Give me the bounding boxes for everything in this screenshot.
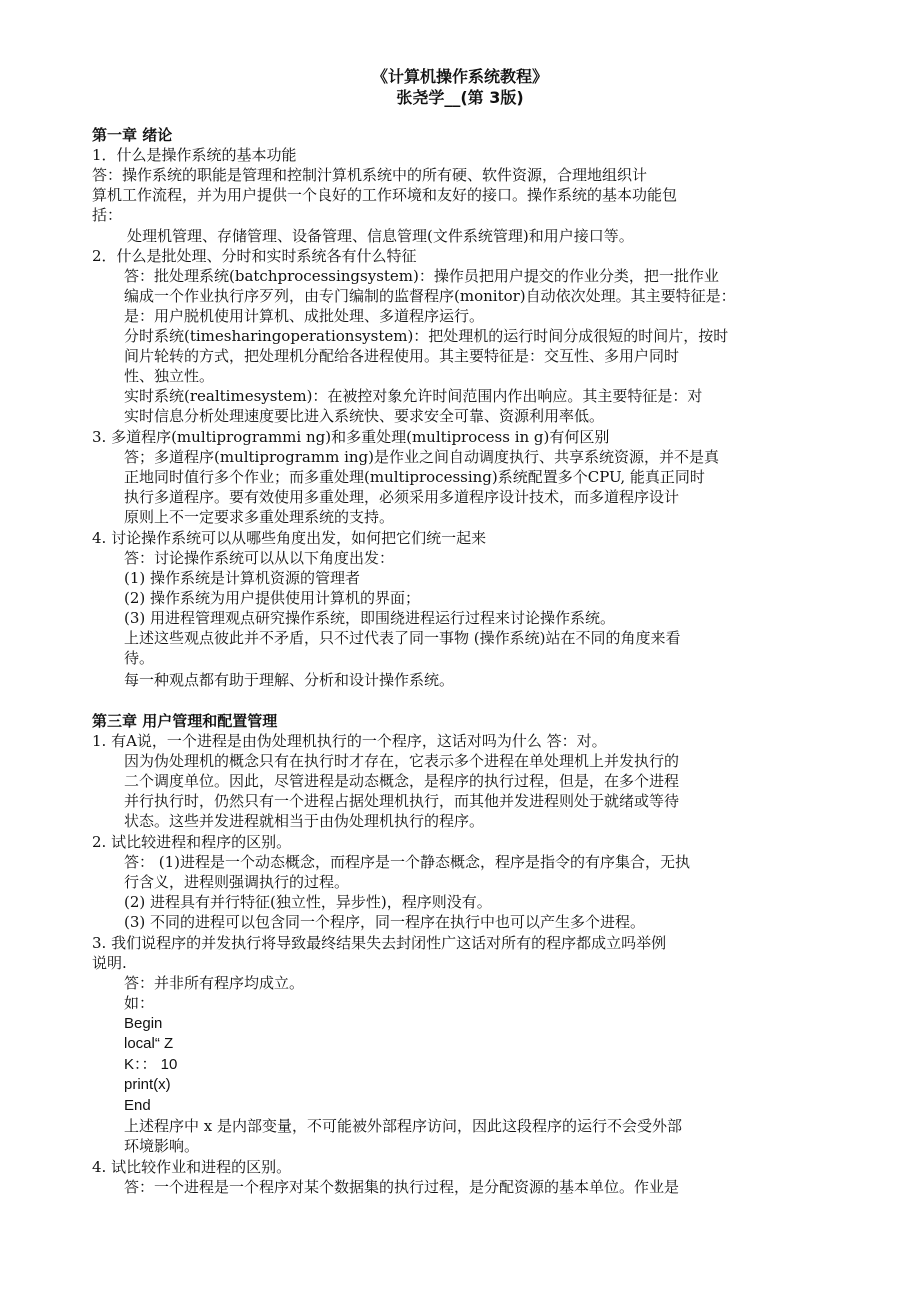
text-line: (3) 用进程管理观点研究操作系统，即围绕进程运行过程来讨论操作系统。	[124, 609, 616, 627]
text-line: 4. 试比较作业和进程的区别。	[92, 1158, 292, 1176]
text-line: 算机工作流程，并为用户提供一个良好的工作环境和友好的接口。操作系统的基本功能包	[92, 186, 678, 204]
text-line: (3) 不同的进程可以包含同一个程序，同一程序在执行中也可以产生多个进程。	[124, 913, 646, 931]
text-line: 上述程序中 x 是内部变量，不可能被外部程序访问，因此这段程序的运行不会受外部	[124, 1117, 682, 1135]
chapter-heading: 第一章 绪论	[92, 126, 173, 144]
text-line: 原则上不一定要求多重处理系统的支持。	[124, 508, 395, 526]
doc-title: 《计算机操作系统教程》	[371, 67, 548, 86]
text-line: 二个调度单位。因此，尽管进程是动态概念，是程序的执行过程，但是，在多个进程	[124, 772, 680, 790]
text-line: 分时系统(timesharingoperationsystem)：把处理机的运行时间分成很短的时间片，按时	[124, 327, 729, 345]
text-line: 处理机管理、存储管理、设备管理、信息管理(文件系统管理)和用户接口等。	[127, 227, 634, 245]
text-line: 每一种观点都有助于理解、分析和设计操作系统。	[124, 671, 455, 689]
text-line: 2．什么是批处理、分时和实时系统各有什么特征	[92, 247, 417, 265]
text-line: 4. 讨论操作系统可以从哪些角度出发，如何把它们统一起来	[92, 529, 487, 547]
text-line: 答：并非所有程序均成立。	[124, 974, 305, 992]
text-line: 答：批处理系统(batchprocessingsystem)：操作员把用户提交的作业分类，把一批作业	[124, 267, 719, 285]
text-line: 编成一个作业执行序歹列，由专门编制的监督程序(monitor)自动依次处理。其主要特征是：	[124, 287, 736, 305]
text-line: 答：操作系统的职能是管理和控制汁算机系统中的所有硬、软件资源，合理地组织计	[92, 166, 648, 184]
text-line: 答：一个进程是一个程序对某个数据集的执行过程，是分配资源的基本单位。作业是	[124, 1178, 680, 1196]
text-line: 实时系统(realtimesystem)：在被控对象允许时间范围内作出响应。其主要特征是：对	[124, 387, 703, 405]
text-line: Begin	[124, 1015, 163, 1032]
chapter-heading: 第三章 用户管理和配置管理	[92, 712, 278, 730]
text-line: 1．什么是操作系统的基本功能	[92, 146, 297, 164]
text-line: 括：	[92, 206, 123, 224]
text-line: 说明.	[92, 954, 127, 972]
text-line: 实时信息分析处理速度要比进入系统快、要求安全可靠、资源利用率低。	[124, 407, 605, 425]
text-line: 1. 有A说，一个进程是由伪处理机执行的一个程序，这话对吗为什么 答：对。	[92, 732, 607, 750]
text-line: 性、独立性。	[124, 367, 215, 385]
text-line: (2) 操作系统为用户提供使用计算机的界面；	[124, 589, 421, 607]
text-line: 是：用户脱机使用计算机、成批处理、多道程序运行。	[124, 307, 485, 325]
text-line: 正地同时值行多个作业；而多重处理(multiprocessing)系统配置多个CPU, 能真正同时	[124, 468, 705, 486]
text-line: 待。	[124, 649, 155, 667]
text-line: (1) 操作系统是计算机资源的管理者	[124, 569, 361, 587]
text-line: 状态。这些并发进程就相当于由伪处理机执行的程序。	[124, 812, 485, 830]
text-line: 因为伪处理机的概念只有在执行时才存在，它表示多个进程在单处理机上并发执行的	[124, 752, 680, 770]
text-line: 执行多道程序。要有效使用多重处理，必须采用多道程序设计技术，而多道程序设计	[124, 488, 680, 506]
text-line: 答： (1)进程是一个动态概念，而程序是一个静态概念，程序是指令的有序集合，无执	[124, 853, 691, 871]
text-line: 3. 多道程序(multiprogrammi ng)和多重处理(multiprocess in g)有何区别	[92, 428, 610, 446]
text-line: 3. 我们说程序的并发执行将导致最终结果失去封闭性广这话对所有的程序都成立吗举例	[92, 934, 667, 952]
text-line: 答；多道程序(multiprogramm ing)是作业之间自动调度执行、共享系统资源，并不是真	[124, 448, 720, 466]
text-line: 环境影响。	[124, 1137, 200, 1155]
text-line: 行含义，进程则强调执行的过程。	[124, 873, 350, 891]
doc-subtitle: 张尧学__(第 3版)	[396, 88, 524, 107]
text-line: 如：	[124, 994, 155, 1012]
text-line: 间片轮转的方式，把处理机分配给各进程使用。其主要特征是：交互性、多用户同时	[124, 347, 680, 365]
text-line: print(x)	[124, 1076, 171, 1093]
text-line: 上述这些观点彼此并不矛盾，只不过代表了同一事物 (操作系统)站在不同的角度来看	[124, 629, 681, 647]
text-line: 答：讨论操作系统可以从以下角度出发：	[124, 549, 395, 567]
text-line: End	[124, 1097, 151, 1114]
text-line: K：： 10	[124, 1056, 178, 1073]
text-line: local“ Z	[124, 1035, 174, 1052]
text-line: 并行执行时，仍然只有一个进程占据处理机执行，而其他并发进程则处于就绪或等待	[124, 792, 680, 810]
text-line: 2. 试比较进程和程序的区别。	[92, 833, 292, 851]
text-line: (2) 进程具有并行特征(独立性，异步性)，程序则没有。	[124, 893, 492, 911]
